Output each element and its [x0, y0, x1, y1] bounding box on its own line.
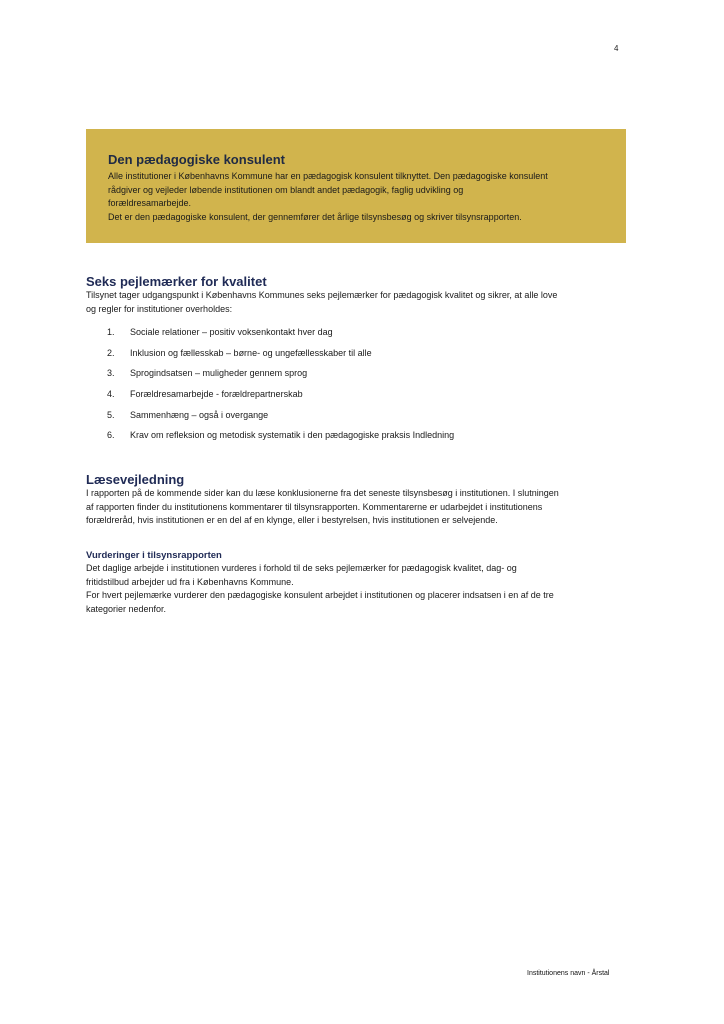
list-item-number: 2. [107, 347, 115, 358]
pejlemaerker-intro-line: og regler for institutioner overholdes: [86, 303, 233, 314]
list-item-number: 6. [107, 430, 115, 441]
pejlemaerker-list [86, 327, 632, 451]
infobox-title: Den pædagogiske konsulent [108, 152, 285, 167]
vurderinger-line: For hvert pejlemærke vurderer den pædagogiske konsulent arbejdet i institutionen og placerer indsatsen i en af de tre [86, 590, 554, 600]
pejlemaerker-intro-line: Tilsynet tager udgangspunkt i Københavns Kommunes seks pejlemærker for pædagogisk kvalitet og sikrer, at alle love [86, 290, 558, 300]
pejlemaerker-section [86, 274, 632, 451]
list-item-number: 5. [107, 409, 115, 420]
vurderinger-line: kategorier nedenfor. [86, 603, 167, 614]
list-item [86, 327, 632, 348]
consultant-info-box [86, 129, 626, 243]
laesevejledning-line: forældreråd, hvis institutionen er en del af en klynge, eller i bestyrelsen, hvis institutionen er selvejende. [86, 515, 498, 525]
infobox-line: Det er den pædagogiske konsulent, der gennemfører det årlige tilsynsbesøg og skriver tilsynsrapporten. [108, 211, 522, 222]
list-item-text: Forældresamarbejde - forældrepartnerskab [130, 389, 303, 400]
list-item [86, 348, 632, 369]
vurderinger-line: Det daglige arbejde i institutionen vurderes i forhold til de seks pejlemærker for pædagogisk kvalitet, dag- og [86, 563, 517, 573]
pejlemaerker-heading: Seks pejlemærker for kvalitet [86, 274, 267, 289]
infobox-line: rådgiver og vejleder løbende institutionen om blandt andet pædagogik, faglig udvikling og [108, 184, 464, 195]
infobox-line: forældresamarbejde. [108, 198, 192, 208]
vurderinger-heading: Vurderinger i tilsynsrapporten [86, 550, 222, 561]
list-item [86, 389, 632, 410]
list-item-number: 3. [107, 368, 115, 379]
list-item [86, 430, 632, 451]
list-item-number: 4. [107, 389, 115, 400]
laesevejledning-line: I rapporten på de kommende sider kan du læse konklusionerne fra det seneste tilsynsbesøg i institutionen. I slutningen [86, 488, 559, 498]
list-item-text: Sammenhæng – også i overgange [130, 409, 269, 420]
list-item [86, 368, 632, 389]
list-item-text: Inklusion og fællesskab – børne- og ungefællesskaber til alle [130, 347, 372, 358]
page-number: 4 [614, 44, 619, 53]
vurderinger-line: fritidstilbud arbejder ud fra i Københavns Kommune. [86, 576, 294, 587]
laesevejledning-section [86, 472, 632, 528]
list-item-text: Sprogindsatsen – muligheder gennem sprog [130, 368, 308, 379]
laesevejledning-heading: Læsevejledning [86, 472, 185, 487]
laesevejledning-line: af rapporten finder du institutionens kommentarer til tilsynsrapporten. Kommentarerne er udarbejdet i institutionens [86, 501, 543, 512]
page-footer: Institutionens navn - Årstal [527, 970, 610, 977]
list-item-text: Sociale relationer – positiv voksenkontakt hver dag [130, 327, 333, 337]
infobox-line: Alle institutioner i Københavns Kommune har en pædagogisk konsulent tilknyttet. Den pædagogiske konsulent [108, 171, 548, 181]
list-item-number: 1. [107, 327, 115, 337]
vurderinger-section [86, 550, 632, 616]
list-item-text: Krav om refleksion og metodisk systematik i den pædagogiske praksis Indledning [130, 430, 455, 441]
list-item [86, 410, 632, 431]
